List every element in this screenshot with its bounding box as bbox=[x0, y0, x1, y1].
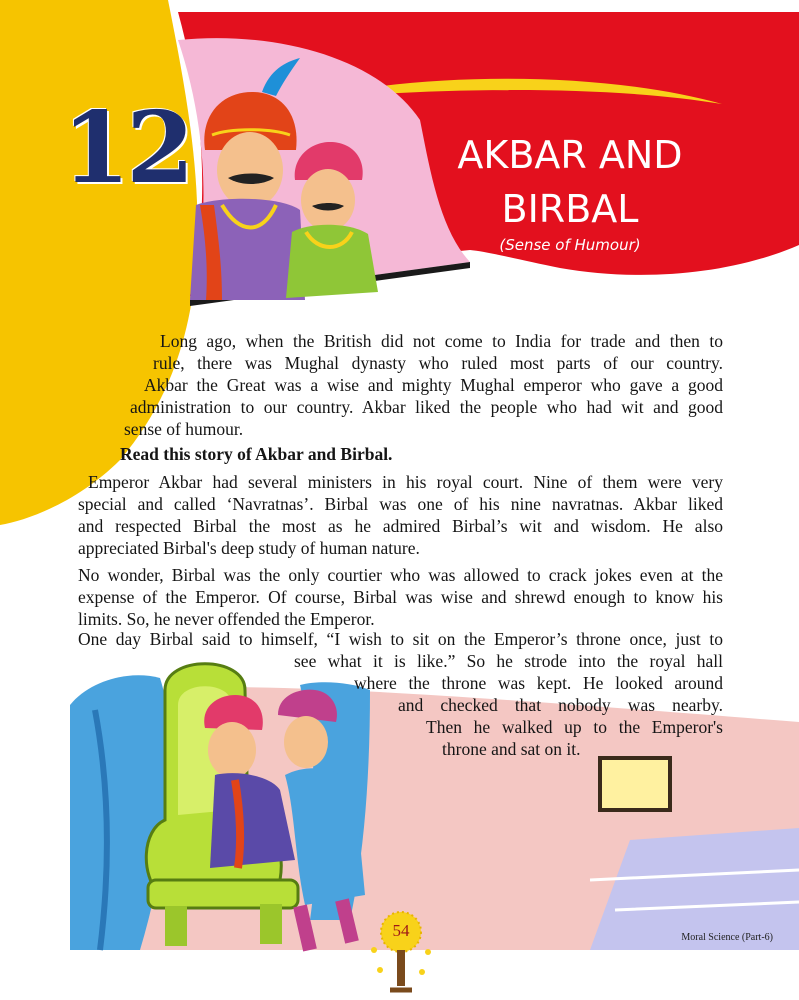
story-paragraph-3-line: see what it is like.” So he strode into the royal hall bbox=[294, 651, 723, 671]
read-story-heading: Read this story of Akbar and Birbal. bbox=[120, 444, 393, 464]
story-paragraph-3-line: and checked that nobody was nearby. bbox=[398, 695, 723, 715]
intro-line: Long ago, when the British did not come to India for trade and then to bbox=[160, 331, 723, 351]
story-paragraph-3-line: where the throne was kept. He looked around bbox=[354, 673, 723, 693]
intro-line: administration to our country. Akbar liked the people who had wit and good bbox=[130, 397, 723, 417]
story-paragraph-2: No wonder, Birbal was the only courtier who was allowed to crack jokes even at the expense of the Emperor. Of course, Birbal was wise and shrewd enough to know his limits. So, he never offended the Emperor. bbox=[78, 565, 723, 629]
intro-line: rule, there was Mughal dynasty who ruled most parts of our country. bbox=[153, 353, 723, 373]
chapter-subtitle: (Sense of Humour) bbox=[499, 236, 641, 254]
story-paragraph-1: Emperor Akbar had several ministers in his royal court. Nine of them were very special and called ‘Navratnas’. Birbal was one of his nine navratnas. Akbar liked and respected Birbal the most as he admired Birbal’s wit and wisdom. He also appreciated Birbal's deep study of human nature. bbox=[78, 472, 723, 558]
intro-line: Akbar the Great was a wise and mighty Mughal emperor who gave a good bbox=[144, 375, 723, 395]
book-title-footer: Moral Science (Part-6) bbox=[681, 932, 773, 943]
story-paragraph-3-line: throne and sat on it. bbox=[442, 739, 581, 759]
chapter-title-line-2: BIRBAL bbox=[501, 187, 639, 231]
story-paragraph-3: One day Birbal said to himself, “I wish to sit on the Emperor’s throne once, just to bbox=[78, 629, 723, 649]
page-number: 54 bbox=[392, 921, 410, 940]
story-paragraph-3-line: Then he walked up to the Emperor's bbox=[426, 717, 723, 737]
chapter-title-line-1: AKBAR AND bbox=[457, 133, 683, 177]
chapter-number: 12 bbox=[62, 91, 191, 206]
intro-line: sense of humour. bbox=[124, 419, 244, 439]
window bbox=[600, 758, 670, 810]
